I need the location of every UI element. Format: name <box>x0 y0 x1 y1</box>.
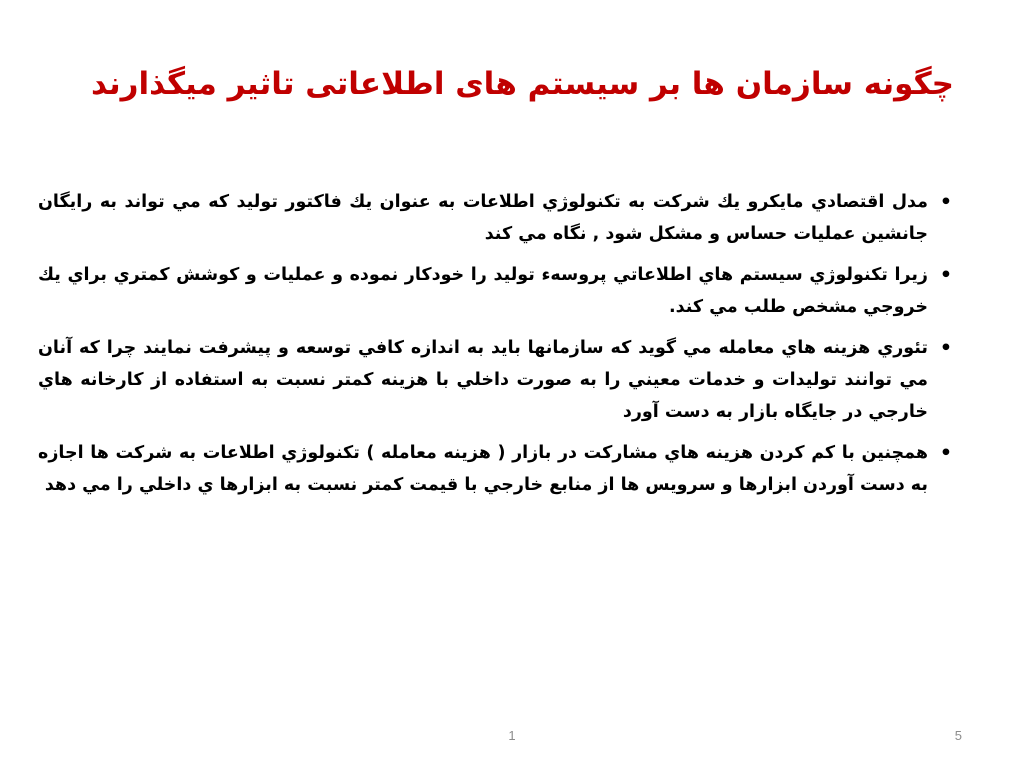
bullet-icon: • <box>939 337 952 359</box>
bullet-list <box>38 186 954 510</box>
bullet-item <box>38 186 954 250</box>
bullet-text: مدل اقتصادي مايكرو يك شركت به تكنولوژي اطلاعات به عنوان يك فاكتور توليد كه مي تواند به رايگان جانشين عمليات حساس و مشكل شود , نگاه مي كند <box>38 192 928 244</box>
bullet-item <box>38 259 954 323</box>
bullet-icon: • <box>939 191 952 213</box>
bullet-icon: • <box>939 264 952 286</box>
slide-title: چگونه سازمان ها بر سیستم های اطلاعاتی تاثیر میگذارند <box>91 66 954 102</box>
bullet-text: تئوري هزينه هاي معامله مي گويد كه سازمانها بايد به اندازه كافي توسعه و پيشرفت نمايند چرا كه آنان مي توانند توليدات و خدمات معيني را به صورت داخلي با هزينه كمتر نسبت به استفاده از كارخانه هاي خارجي در جايگاه بازار به دست آورد <box>38 338 928 422</box>
footer-center-number: 1 <box>508 728 516 743</box>
bullet-text: زيرا تكنولوژي سيستم هاي اطلاعاتي پروسهء توليد را خودكار نموده و عمليات و كوشش كمتري براي يك خروجي مشخص طلب مي كند. <box>38 265 928 317</box>
bullet-item <box>38 332 954 428</box>
slide-number: 5 <box>954 728 962 743</box>
bullet-item <box>38 437 954 501</box>
bullet-text: همچنين با كم كردن هزينه هاي مشاركت در بازار ( هزينه معامله ) تكنولوژي اطلاعات به شركت ها اجازه به دست آوردن ابزارها و سرويس ها از منابع خارجي با قيمت كمتر نسبت به ابزارها ي داخلي را مي دهد <box>38 443 928 495</box>
bullet-icon: • <box>939 442 952 464</box>
